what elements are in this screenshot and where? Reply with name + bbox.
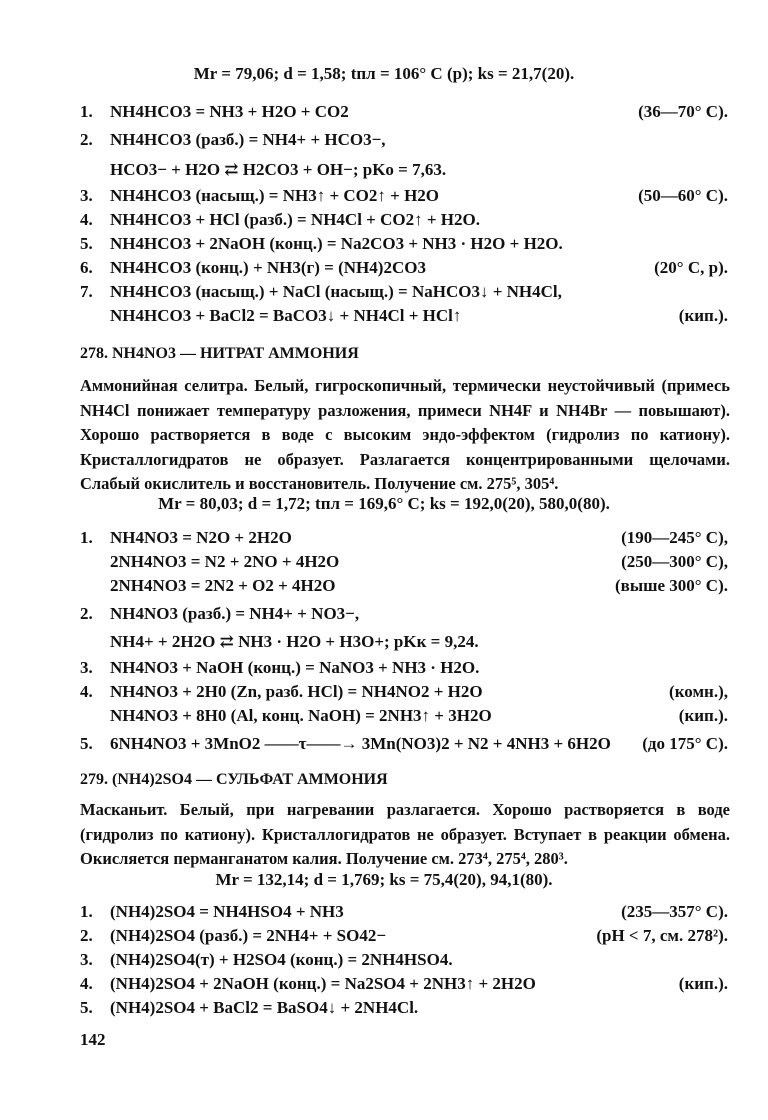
- reaction-conditions: (250—300° C),: [621, 552, 728, 571]
- reaction-equation: HCO3− + H2O ⇄ H2CO3 + OH−; pKo = 7,63.: [110, 160, 447, 179]
- reaction-number: 2.: [80, 926, 93, 945]
- reaction-conditions: (50—60° C).: [638, 186, 728, 205]
- reaction-line: [0, 574, 768, 598]
- reaction-number: 5.: [80, 734, 93, 753]
- reaction-number: 5.: [80, 234, 93, 253]
- reaction-conditions: (20° C, р).: [654, 258, 728, 277]
- section-heading-279: 279. (NH4)2SO4 — СУЛЬФАТ АММОНИЯ: [80, 771, 388, 788]
- reaction-number: 3.: [80, 186, 93, 205]
- reaction-equation: NH4HCO3 (разб.) = NH4+ + HCO3−,: [110, 130, 386, 149]
- reaction-number: 4.: [80, 210, 93, 229]
- reaction-conditions: (комн.),: [669, 682, 728, 701]
- nh4so4-properties: Mr = 132,14; d = 1,769; ks = 75,4(20), 94,1(80).: [215, 870, 553, 889]
- reaction-equation: (NH4)2SO4 + BaCl2 = BaSO4↓ + 2NH4Cl.: [110, 998, 419, 1017]
- reaction-number: 5.: [80, 998, 93, 1017]
- reaction-line: [0, 304, 768, 328]
- reaction-conditions: (190—245° C),: [621, 528, 728, 547]
- reaction-conditions: (кип.).: [678, 706, 728, 725]
- reaction-number: 1.: [80, 102, 93, 121]
- reaction-line: [0, 630, 768, 654]
- reaction-line: [0, 280, 768, 304]
- reaction-conditions: (235—357° C).: [621, 902, 728, 921]
- reaction-number: 1.: [80, 528, 93, 547]
- reaction-equation: NH4HCO3 (насыщ.) = NH3↑ + CO2↑ + H2O: [110, 186, 440, 205]
- reaction-number: 3.: [80, 950, 93, 969]
- reaction-line: [0, 158, 768, 182]
- reaction-line: [0, 948, 768, 972]
- reaction-equation: 6NH4NO3 + 3MnO2 ——τ——→ 3Mn(NO3)2 + N2 + 4NH3 + 6H2O: [110, 734, 611, 753]
- reaction-line: [0, 526, 768, 550]
- reaction-equation: NH4HCO3 (конц.) + NH3(г) = (NH4)2CO3: [110, 258, 426, 277]
- reaction-number: 1.: [80, 902, 93, 921]
- reaction-line: [0, 208, 768, 232]
- reaction-conditions: (выше 300° C).: [615, 576, 728, 595]
- reaction-equation: 2NH4NO3 = 2N2 + O2 + 4H2O: [110, 576, 336, 595]
- reaction-equation: NH4NO3 (разб.) = NH4+ + NO3−,: [110, 604, 360, 623]
- reaction-equation: NH4HCO3 + BaCl2 = BaCO3↓ + NH4Cl + HCl↑: [110, 306, 462, 325]
- nh4so4-description: Масканьит. Белый, при нагревании разлагается. Хорошо растворяется в воде (гидролиз по катиону). Кристаллогидратов не образует. Вступает в реакции обмена. Окисляется перманганатом калия. Получение см. 273⁴, 275⁴, 280³.: [80, 800, 730, 868]
- nh4hco3-properties: Mr = 79,06; d = 1,58; tпл = 106° C (р); ks = 21,7(20).: [193, 64, 575, 83]
- nh4no3-description: Аммонийная селитра. Белый, гигроскопичный, термически неустойчивый (примесь NH4Cl понижает температуру разложения, примеси NH4F и NH4Br — повышают). Хорошо растворяется в воде с высоким эндо-эффектом (гидролиз по катиону). Кристаллогидратов не образует. Разлагается концентрированными щелочами. Слабый окислитель и восстановитель. Получение см. 275⁵, 305⁴.: [80, 376, 730, 493]
- reaction-equation: (NH4)2SO4 = NH4HSO4 + NH3: [110, 902, 344, 921]
- reaction-line: [0, 656, 768, 680]
- reaction-equation: NH4NO3 + 2H0 (Zn, разб. HCl) = NH4NO2 + H2O: [110, 682, 483, 701]
- reaction-line: [0, 232, 768, 256]
- reaction-equation: NH4HCO3 + 2NaOH (конц.) = Na2CO3 + NH3 · H2O + H2O.: [110, 234, 563, 253]
- reaction-line: [0, 550, 768, 574]
- nh4no3-properties: Mr = 80,03; d = 1,72; tпл = 169,6° C; ks = 192,0(20), 580,0(80).: [158, 494, 610, 513]
- reaction-line: [0, 900, 768, 924]
- reaction-line: [0, 100, 768, 124]
- reaction-conditions: (кип.).: [678, 974, 728, 993]
- reaction-line: [0, 732, 768, 756]
- page-number: 142: [80, 1030, 106, 1049]
- reaction-line: [0, 184, 768, 208]
- reaction-equation: NH4HCO3 = NH3 + H2O + CO2: [110, 102, 349, 121]
- reaction-line: [0, 128, 768, 152]
- reaction-number: 2.: [80, 604, 93, 623]
- reaction-line: [0, 972, 768, 996]
- reaction-equation: NH4+ + 2H2O ⇄ NH3 · H2O + H3O+; pKк = 9,24.: [110, 632, 479, 651]
- reaction-conditions: (36—70° C).: [638, 102, 728, 121]
- reaction-equation: NH4HCO3 (насыщ.) + NaCl (насыщ.) = NaHCO3↓ + NH4Cl,: [110, 282, 562, 301]
- reaction-conditions: (до 175° C).: [642, 734, 728, 753]
- reaction-line: [0, 680, 768, 704]
- reaction-number: 7.: [80, 282, 93, 301]
- reaction-equation: (NH4)2SO4 + 2NaOH (конц.) = Na2SO4 + 2NH3↑ + 2H2O: [110, 974, 536, 993]
- reaction-number: 3.: [80, 658, 93, 677]
- reaction-equation: NH4NO3 + 8H0 (Al, конц. NaOH) = 2NH3↑ + 3H2O: [110, 706, 492, 725]
- reaction-equation: NH4HCO3 + HCl (разб.) = NH4Cl + CO2↑ + H2O.: [110, 210, 480, 229]
- reaction-number: 4.: [80, 974, 93, 993]
- reaction-conditions: (кип.).: [678, 306, 728, 325]
- reaction-conditions: (pH < 7, см. 278²).: [596, 926, 728, 945]
- section-heading-278: 278. NH4NO3 — НИТРАТ АММОНИЯ: [80, 345, 359, 362]
- reaction-number: 2.: [80, 130, 93, 149]
- reaction-equation: NH4NO3 + NaOH (конц.) = NaNO3 + NH3 · H2O.: [110, 658, 480, 677]
- reaction-number: 6.: [80, 258, 93, 277]
- reaction-line: [0, 602, 768, 626]
- reaction-line: [0, 256, 768, 280]
- reaction-equation: (NH4)2SO4(т) + H2SO4 (конц.) = 2NH4HSO4.: [110, 950, 453, 969]
- reaction-number: 4.: [80, 682, 93, 701]
- reaction-line: [0, 996, 768, 1020]
- reaction-equation: NH4NO3 = N2O + 2H2O: [110, 528, 292, 547]
- reaction-line: [0, 704, 768, 728]
- reaction-equation: 2NH4NO3 = N2 + 2NO + 4H2O: [110, 552, 340, 571]
- reaction-equation: (NH4)2SO4 (разб.) = 2NH4+ + SO42−: [110, 926, 387, 945]
- reaction-line: [0, 924, 768, 948]
